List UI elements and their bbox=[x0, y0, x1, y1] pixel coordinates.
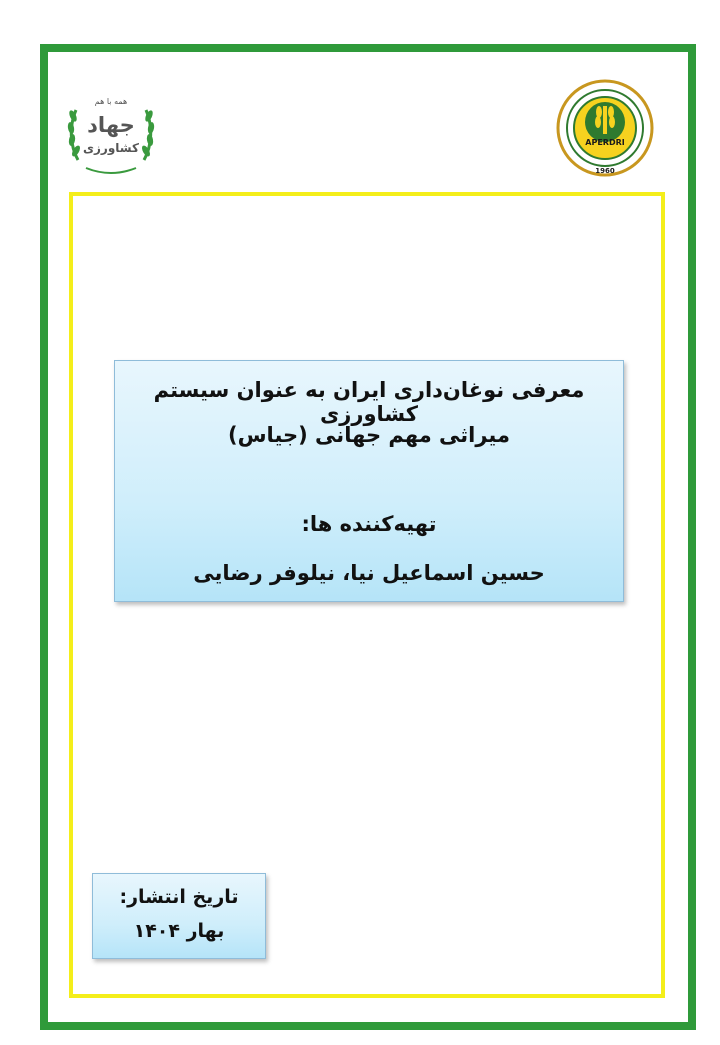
publication-date-value: بهار ۱۴۰۴ bbox=[133, 920, 225, 942]
authors-label: تهیه‌کننده ها: bbox=[301, 512, 437, 536]
jahad-keshavarzi-logo-icon bbox=[64, 82, 158, 182]
document-title-line-2: میراثی مهم جهانی (جیاس) bbox=[227, 423, 510, 447]
title-box bbox=[114, 360, 624, 602]
publication-date-box bbox=[92, 873, 266, 959]
svg-text:کشاورزی: کشاورزی bbox=[83, 141, 139, 155]
document-title-line-1: معرفی نوغان‌داری ایران به عنوان سیستم کشاورزی bbox=[153, 378, 585, 426]
authors-names: حسین اسماعیل نیا، نیلوفر رضایی bbox=[193, 561, 545, 585]
aperdri-logo-icon bbox=[555, 78, 655, 178]
svg-text:1960: 1960 bbox=[595, 167, 615, 175]
publication-date-label: تاریخ انتشار: bbox=[119, 886, 239, 908]
svg-text:APERDRI: APERDRI bbox=[585, 138, 625, 147]
svg-text:جهاد: جهاد bbox=[87, 113, 135, 137]
svg-text:همه با هم: همه با هم bbox=[94, 97, 128, 106]
